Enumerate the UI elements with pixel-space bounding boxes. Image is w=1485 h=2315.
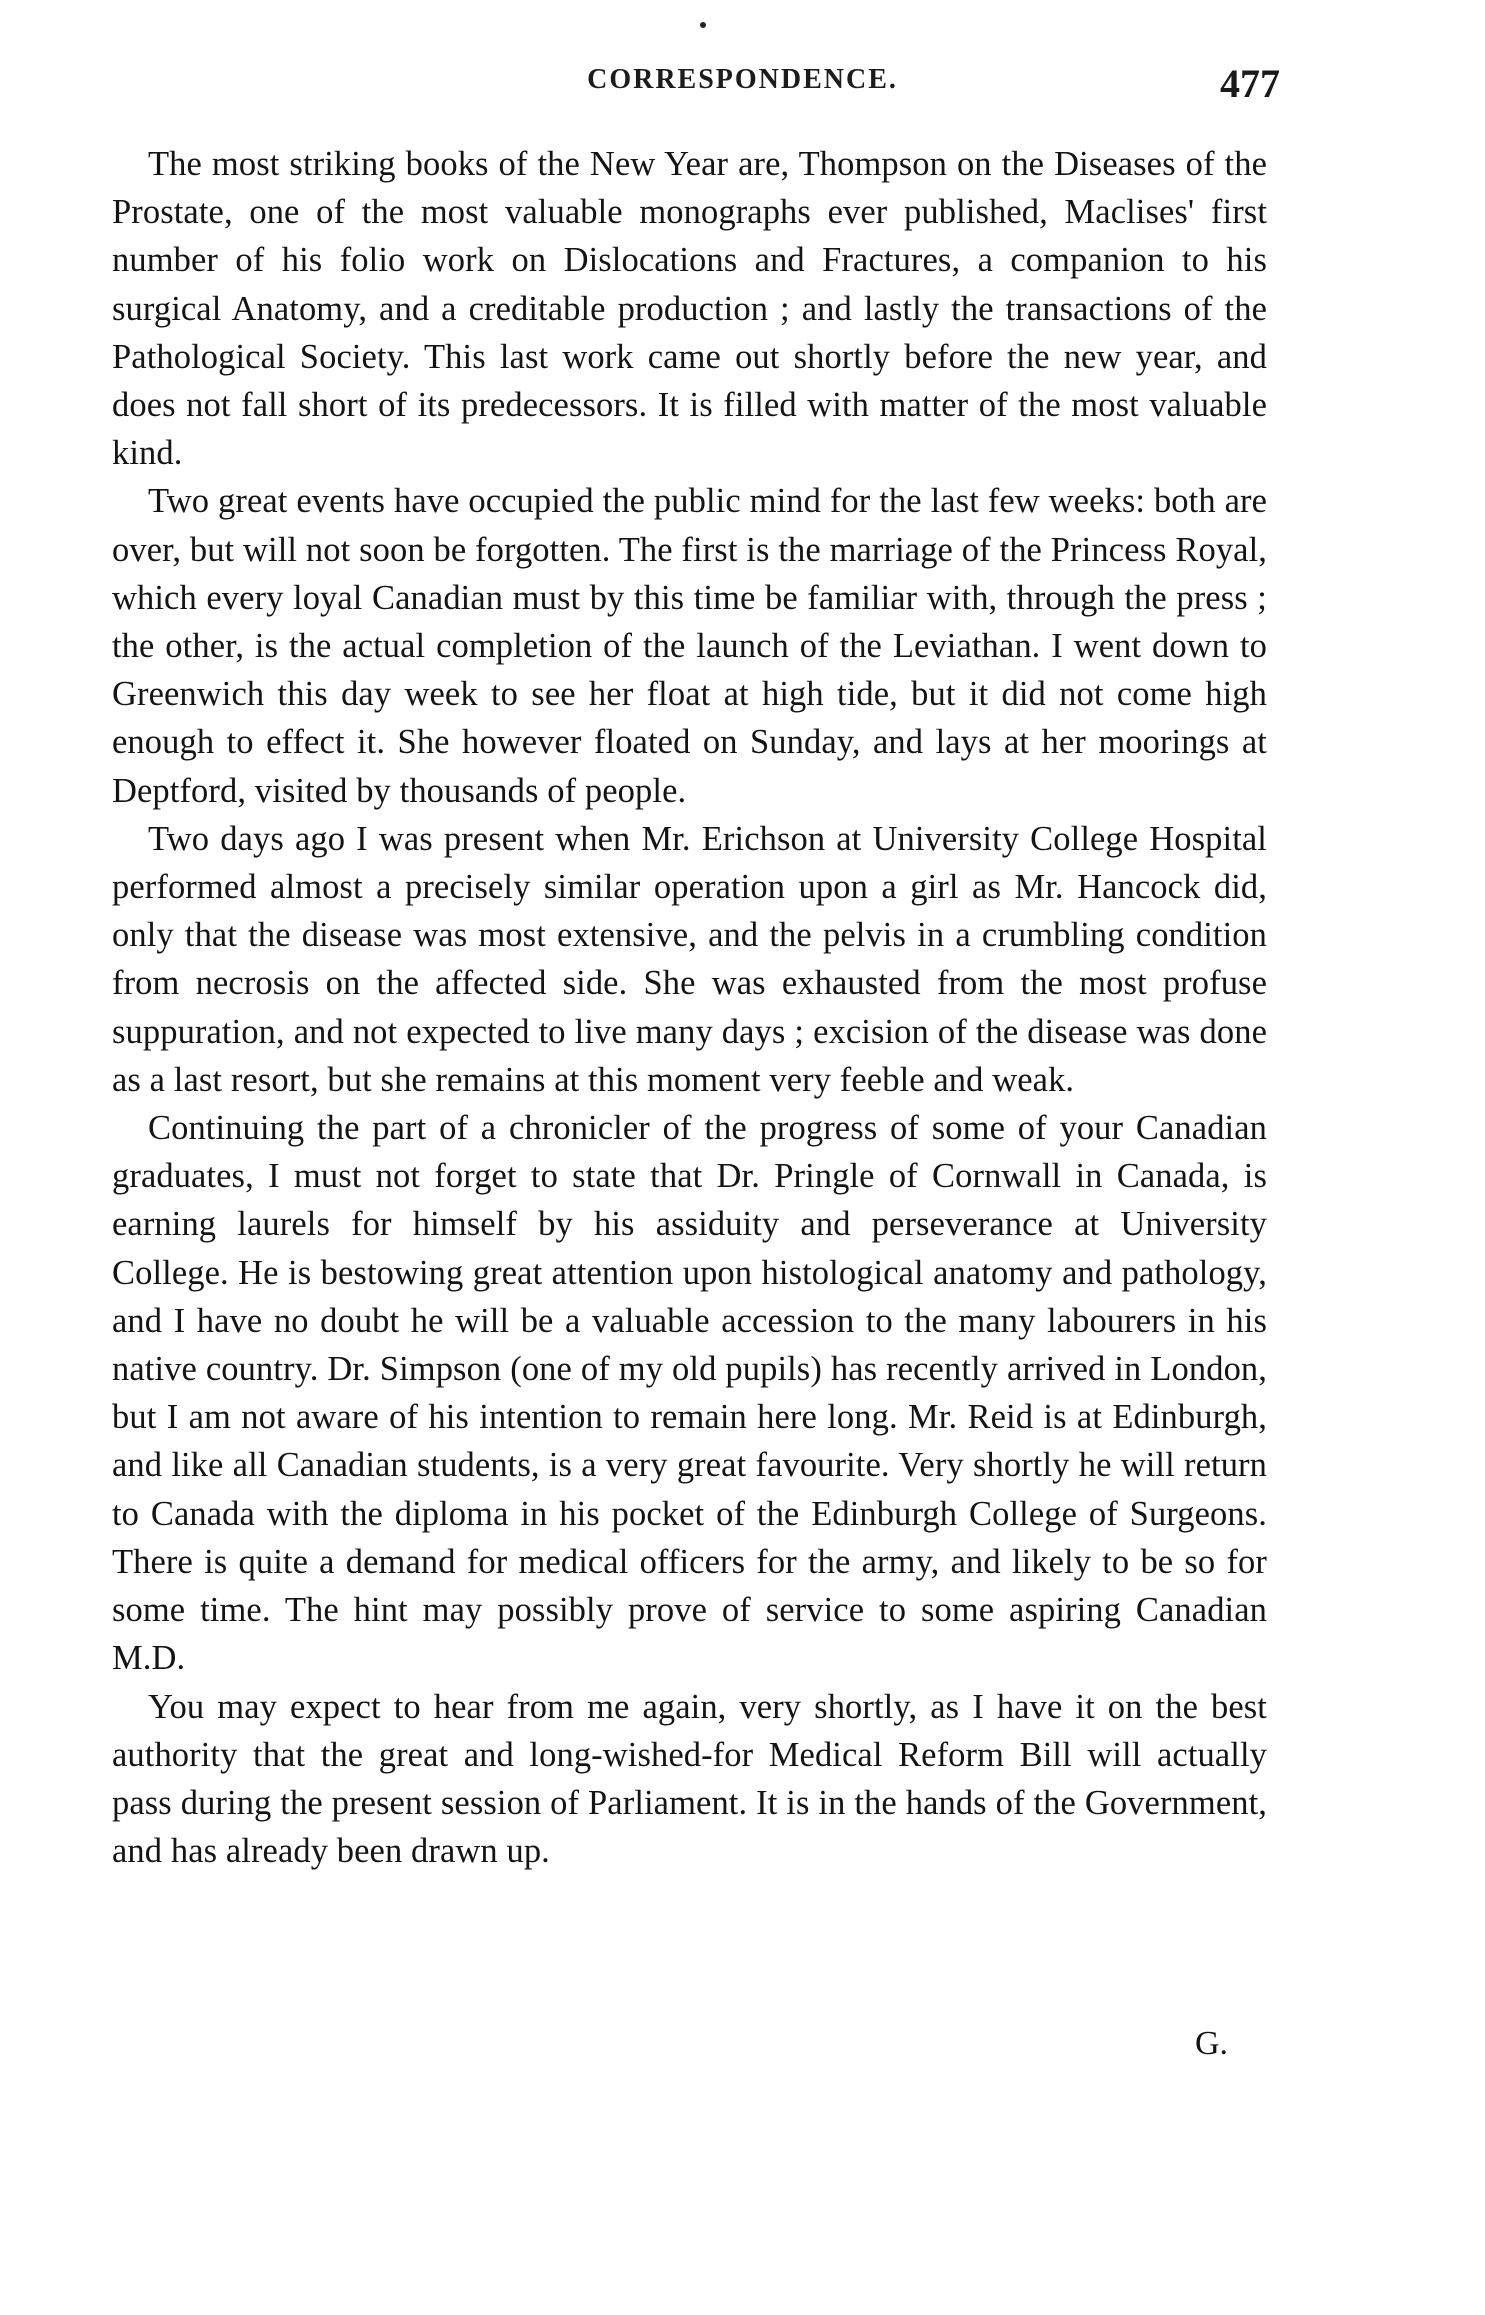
paragraph-reform-bill: You may expect to hear from me again, very shortly, as I have it on the best authority that the great and long-wished-for Medical Reform Bill will actually pass during the present session of Parliament. It is in the hands of the Government, and has already been drawn up. [112, 1687, 1267, 1871]
running-title: CORRESPONDENCE. [587, 64, 898, 95]
paragraph-graduates: Continuing the part of a chronicler of the progress of some of your Canadian graduates, I must not forget to state that Dr. Pringle of Cornwall in Canada, is earning laurels for himself by his assiduity and perseverance at University College. He is bestowing great attention upon histological anatomy and pathology, and I have no doubt he will be a valuable accession to the many labourers in his native country. Dr. Simpson (one of my old pupils) has recently arrived in London, but I am not aware of his intention to remain here long. Mr. Reid is at Edinburgh, and like all Canadian students, is a very great favourite. Very shortly he will return to Canada with the diploma in his pocket of the Edinburgh College of Surgeons. There is quite a demand for medical officers for the army, and likely to be so for some time. The hint may possibly prove of service to some aspiring Canadian M.D. [112, 1109, 1267, 1678]
paragraph-operation: Two days ago I was present when Mr. Erichson at University College Hospital performed almost a precisely similar operation upon a girl as Mr. Hancock did, only that the disease was most extensive, and the pelvis in a crumbling condition from necrosis on the affected side. She was exhausted from the most profuse suppuration, and not expected to live many days ; excision of the disease was done as a last resort, but she remains at this moment very feeble and weak. [112, 819, 1267, 1099]
printer-mark [700, 22, 706, 28]
paragraph-new-year-books: The most striking books of the New Year are, Thompson on the Diseases of the Prostate, one of the most valuable monographs ever published, Maclises' first number of his folio work on Dislocations and Fractures, a companion to his surgical Anatomy, and a creditable production ; and lastly the transactions of the Pathological Society. This last work came out shortly before the new year, and does not fall short of its predecessors. It is filled with matter of the most valuable kind. [112, 145, 1267, 473]
signature: G. [1195, 2025, 1229, 2062]
page-number: 477 [1220, 61, 1280, 106]
paragraph-great-events: Two great events have occupied the public mind for the last few weeks: both are over, but will not soon be forgotten. The first is the marriage of the Princess Royal, which every loyal Canadian must by this time be familiar with, through the press ; the other, is the actual completion of the launch of the Leviathan. I went down to Greenwich this day week to see her float at high tide, but it did not come high enough to effect it. She however floated on Sunday, and lays at her moorings at Deptford, visited by thousands of people. [112, 482, 1267, 810]
letter-body [112, 140, 1267, 1875]
